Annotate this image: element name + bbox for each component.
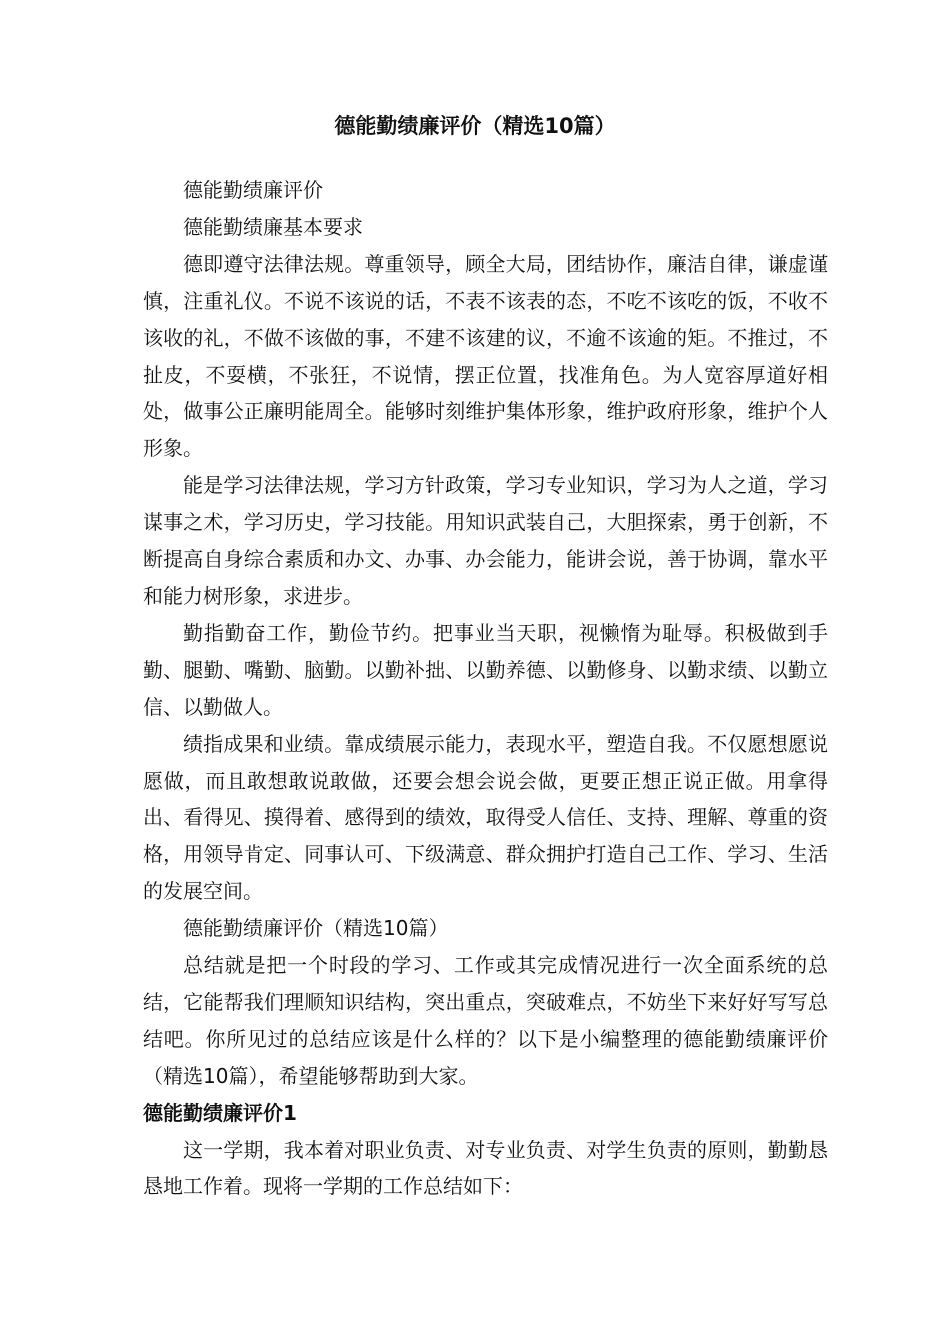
paragraph-neng: 能是学习法律法规，学习方针政策，学习专业知识，学习为人之道，学习谋事之术，学习历史，学习技能。用知识武装自己，大胆探索，勇于创新，不断提高自身综合素质和办文、办事、办会能力，能讲会说，善于协调，靠水平和能力树形象，求进步。 (143, 473, 828, 608)
paragraph-qin: 勤指勤奋工作，勤俭节约。把事业当天职，视懒惰为耻辱。积极做到手勤、腿勤、嘴勤、脑勤。以勤补拙、以勤养德、以勤修身、以勤求绩、以勤立信、以勤做人。 (143, 620, 828, 719)
paragraph-intro: 总结就是把一个时段的学习、工作或其完成情况进行一次全面系统的总结，它能帮我们理顺知识结构，突出重点，突破难点，不妨坐下来好好写写总结吧。你所见过的总结应该是什么样的？以下是小编整理的德能勤绩廉评价（精选10篇），希望能够帮助到大家。 (143, 953, 828, 1088)
paragraph-subtitle: 德能勤绩廉评价 (183, 178, 323, 202)
paragraph-de: 德即遵守法律法规。尊重领导，顾全大局，团结协作，廉洁自律，谦虚谨慎，注重礼仪。不说不该说的话，不表不该表的态，不吃不该吃的饭，不收不该收的礼，不做不该做的事，不建不该建的议，不逾不该逾的矩。不推过，不扯皮，不耍横，不张狂，不说情，摆正位置，找准角色。为人宽容厚道好相处，做事公正廉明能周全。能够时刻维护集体形象，维护政府形象，维护个人形象。 (143, 251, 828, 461)
document-body (143, 172, 828, 1205)
paragraph-requirements-heading: 德能勤绩廉基本要求 (183, 214, 363, 239)
document-title: 德能勤绩廉评价（精选10篇） (334, 114, 616, 138)
section-heading-1: 德能勤绩廉评价1 (143, 1100, 297, 1125)
paragraph-collection-title: 德能勤绩廉评价（精选10篇） (183, 916, 449, 941)
paragraph-ji: 绩指成果和业绩。靠成绩展示能力，表现水平，塑造自我。不仅愿想愿说愿做，而且敢想敢说敢做，还要会想会说会做，更要正想正说正做。用拿得出、看得见、摸得着、感得到的绩效，取得受人信任、支持、理解、尊重的资格，用领导肯定、同事认可、下级满意、群众拥护打造自己工作、学习、生活的发展空间。 (143, 731, 828, 904)
paragraph-section-1: 这一学期，我本着对职业负责、对专业负责、对学生负责的原则，勤勤恳恳地工作着。现将一学期的工作总结如下： (143, 1137, 828, 1199)
